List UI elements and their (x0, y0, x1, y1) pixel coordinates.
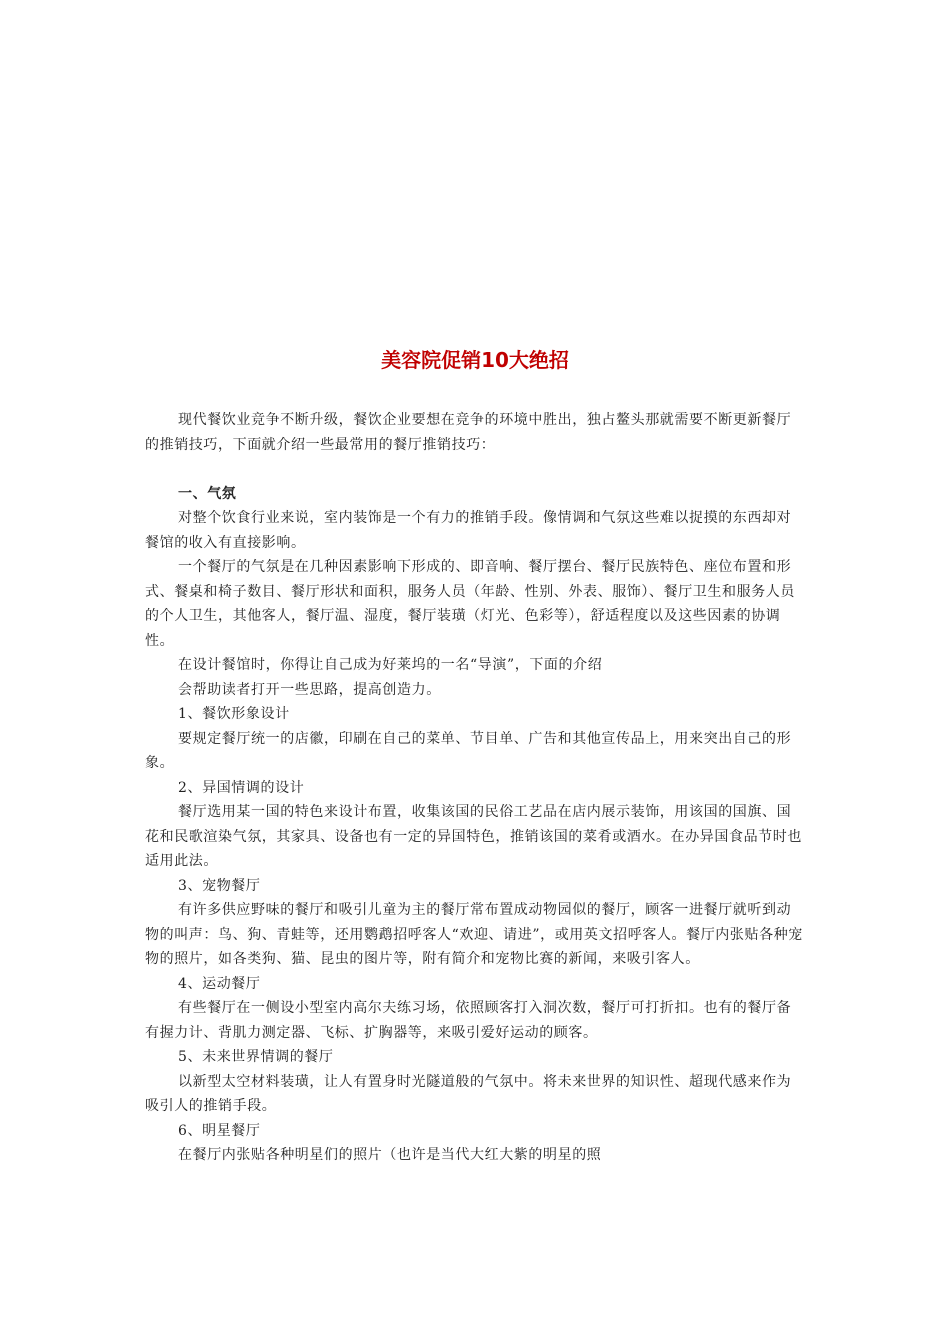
item-paragraph: 有些餐厅在一侧设小型室内高尔夫练习场，依照顾客打入洞次数，餐厅可打折扣。也有的餐厅备有握力计、背肌力测定器、飞标、扩胸器等，来吸引爱好运动的顾客。 (145, 1000, 792, 1041)
intro-paragraph: 现代餐饮业竞争不断升级，餐饮企业要想在竞争的环境中胜出，独占鳌头那就需要不断更新餐厅的推销技巧，下面就介绍一些最常用的餐厅推销技巧： (145, 412, 792, 453)
body-paragraph: 对整个饮食行业来说，室内装饰是一个有力的推销手段。像情调和气氛这些难以捉摸的东西却对餐馆的收入有直接影响。 (145, 510, 792, 551)
item-heading: 4、运动餐厅 (178, 975, 261, 992)
item-heading: 1、餐饮形象设计 (178, 706, 290, 722)
document-body (145, 408, 805, 1168)
item-heading: 3、宠物餐厅 (178, 877, 261, 894)
document-title: 美容院促销10大绝招 (381, 348, 569, 372)
item-paragraph: 餐厅选用某一国的特色来设计布置，收集该国的民俗工艺品在店内展示装饰，用该国的国旗、国花和民歌渲染气氛，其家具、设备也有一定的异国特色，推销该国的菜肴或酒水。在办异国食品节时也适用此法。 (145, 804, 802, 869)
item-paragraph: 以新型太空材料装璜，让人有置身时光隧道般的气氛中。将未来世界的知识性、超现代感来作为吸引人的推销手段。 (145, 1073, 792, 1114)
spacer (145, 457, 805, 482)
item-heading: 6、明星餐厅 (178, 1122, 261, 1139)
item-heading: 2、异国情调的设计 (178, 779, 305, 796)
section-heading: 一、气氛 (178, 485, 237, 502)
item-paragraph: 有许多供应野味的餐厅和吸引儿童为主的餐厅常布置成动物园似的餐厅，顾客一进餐厅就听到动物的叫声：鸟、狗、青蛙等，还用鹦鹉招呼客人“欢迎、请进”，或用英文招呼客人。餐厅内张贴各种宠物的照片，如各类狗、猫、昆虫的图片等，附有简介和宠物比赛的新闻，来吸引客人。 (145, 902, 803, 967)
item-paragraph: 在餐厅内张贴各种明星们的照片（也许是当代大红大紫的明星的照 (178, 1147, 602, 1163)
body-paragraph: 一个餐厅的气氛是在几种因素影响下形成的、即音响、餐厅摆台、餐厅民族特色、座位布置和形式、餐桌和椅子数目、餐厅形状和面积，服务人员（年龄、性别、外表、服饰）、餐厅卫生和服务人员的个人卫生，其他客人，餐厅温、湿度，餐厅装璜（灯光、色彩等），舒适程度以及这些因素的协调性。 (145, 559, 795, 649)
item-paragraph: 要规定餐厅统一的店徽，印刷在自己的菜单、节目单、广告和其他宣传品上，用来突出自己的形象。 (145, 730, 792, 771)
item-heading: 5、未来世界情调的餐厅 (178, 1049, 334, 1065)
body-paragraph: 在设计餐馆时，你得让自己成为好莱坞的一名“导演”，下面的介绍 (178, 657, 603, 673)
body-paragraph: 会帮助读者打开一些思路，提高创造力。 (178, 681, 441, 698)
